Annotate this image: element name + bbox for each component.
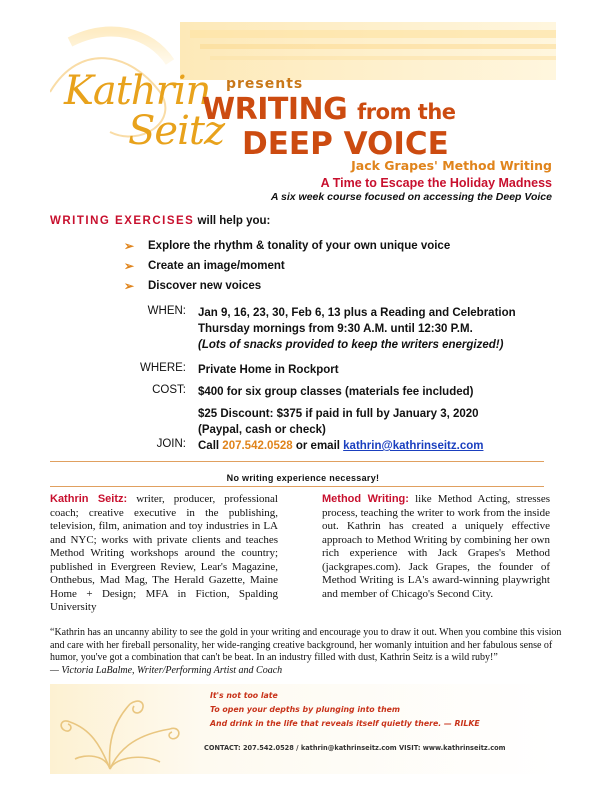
bio-column [50,493,278,615]
when-dates: Jan 9, 16, 23, 30, Feb 6, 13 plus a Reading and Celebration [198,307,516,319]
list-item-text: Discover new voices [148,280,262,292]
cost-value: $400 for six group classes (materials fee included) [198,386,474,398]
testimonial-quote: “Kathrin has an uncanny ability to see the gold in your writing and encourage you to draw it out. When you combine this vision and care with her fireball personality, her wide-ranging creative background, her womanly intuition and her fabulous sense of humor, you've got a combination that can't be beat. In an industry filled with dust, Kathrin Seitz is a wild ruby!” [50,627,562,663]
title-from-the: from the [357,100,456,124]
where-value: Private Home in Rockport [198,364,339,376]
rilke-line: To open your depths by plunging into them [210,705,401,714]
bio-text: writer, producer, professional coach; creative executive in the publishing, television, film, animation and toy industries in LA and NYC; works with private clients and teaches Method Writing workshops around the country; published in Evergreen Review, Lear's Magazine, Onthebus, Mad Mag, The Herald Gazette, Maine Home + Design; MFA in Fiction, Spalding University [50,493,278,613]
join-value [198,438,483,454]
list-item [124,276,450,296]
tagline: A Time to Escape the Holiday Madness [320,176,552,190]
list-item [124,256,450,276]
testimonial [50,627,562,677]
discount-value [198,406,479,438]
join-call: Call [198,440,223,452]
cost-label: COST: [152,384,186,396]
presents-label: presents [226,76,304,92]
discount-line1: $25 Discount: $375 if paid in full by January 3, 2020 [198,408,479,420]
title-writing: WRITING [202,92,348,127]
join-or: or email [292,440,344,452]
method-subtitle: Jack Grapes' Method Writing [351,158,552,173]
exercises-highlight: WRITING EXERCISES [50,215,195,227]
divider-bottom [50,486,544,487]
arrow-icon: ➢ [124,259,135,273]
list-item-text: Create an image/moment [148,260,285,272]
no-experience-note: No writing experience necessary! [226,473,380,483]
footer-banner [50,684,556,774]
arrow-icon: ➢ [124,279,135,293]
testimonial-attribution: — Victoria LaBalme, Writer/Performing Artist and Coach [50,664,283,676]
method-text: like Method Acting, stresses process, teaching the writer to work from the inside out. Kathrin has created a uniquely effective approach to Method Writing by combining her own rich experience with Jack Grapes's Method (jackgrapes.com). Jack Grapes, the founder of Method Writing is LA's award-winning playwright and member of Chicago's Second City. [322,493,550,600]
phone-number[interactable]: 207.542.0528 [222,440,293,452]
rilke-quote [210,689,480,731]
logo-seitz: Seitz [128,108,225,154]
logo-kathrin: Kathrin [64,68,211,114]
method-column [322,493,550,601]
exercises-list [124,236,450,296]
bio-lead: Kathrin Seitz: [50,493,128,505]
discount-line2: (Paypal, cash or check) [198,424,326,436]
when-times: Thursday mornings from 9:30 A.M. until 12:30 P.M. [198,323,473,335]
footer-contact: CONTACT: 207.542.0528 / kathrin@kathrinseitz.com VISIT: www.kathrinseitz.com [204,744,506,752]
course-description: A six week course focused on accessing the Deep Voice [270,191,552,203]
header-banner [50,22,556,172]
list-item-text: Explore the rhythm & tonality of your own unique voice [148,240,451,252]
arrow-icon: ➢ [124,239,135,253]
rilke-line: And drink in the life that reveals itself quietly there. — RILKE [210,719,480,728]
where-label: WHERE: [140,362,186,374]
list-item [124,236,450,256]
title-deep-voice: DEEP VOICE [242,126,449,162]
divider-top [50,461,544,462]
title-writing-from-the [202,92,456,127]
email-link[interactable]: kathrin@kathrinseitz.com [343,440,484,452]
exercises-rest: will help you: [194,215,271,227]
when-label: WHEN: [147,305,186,317]
method-lead: Method Writing: [322,493,409,505]
when-value [198,305,516,353]
exercises-heading [50,215,270,227]
join-label: JOIN: [156,438,186,450]
rilke-line: It's not too late [210,691,278,700]
when-note: (Lots of snacks provided to keep the writers energized!) [198,339,504,351]
